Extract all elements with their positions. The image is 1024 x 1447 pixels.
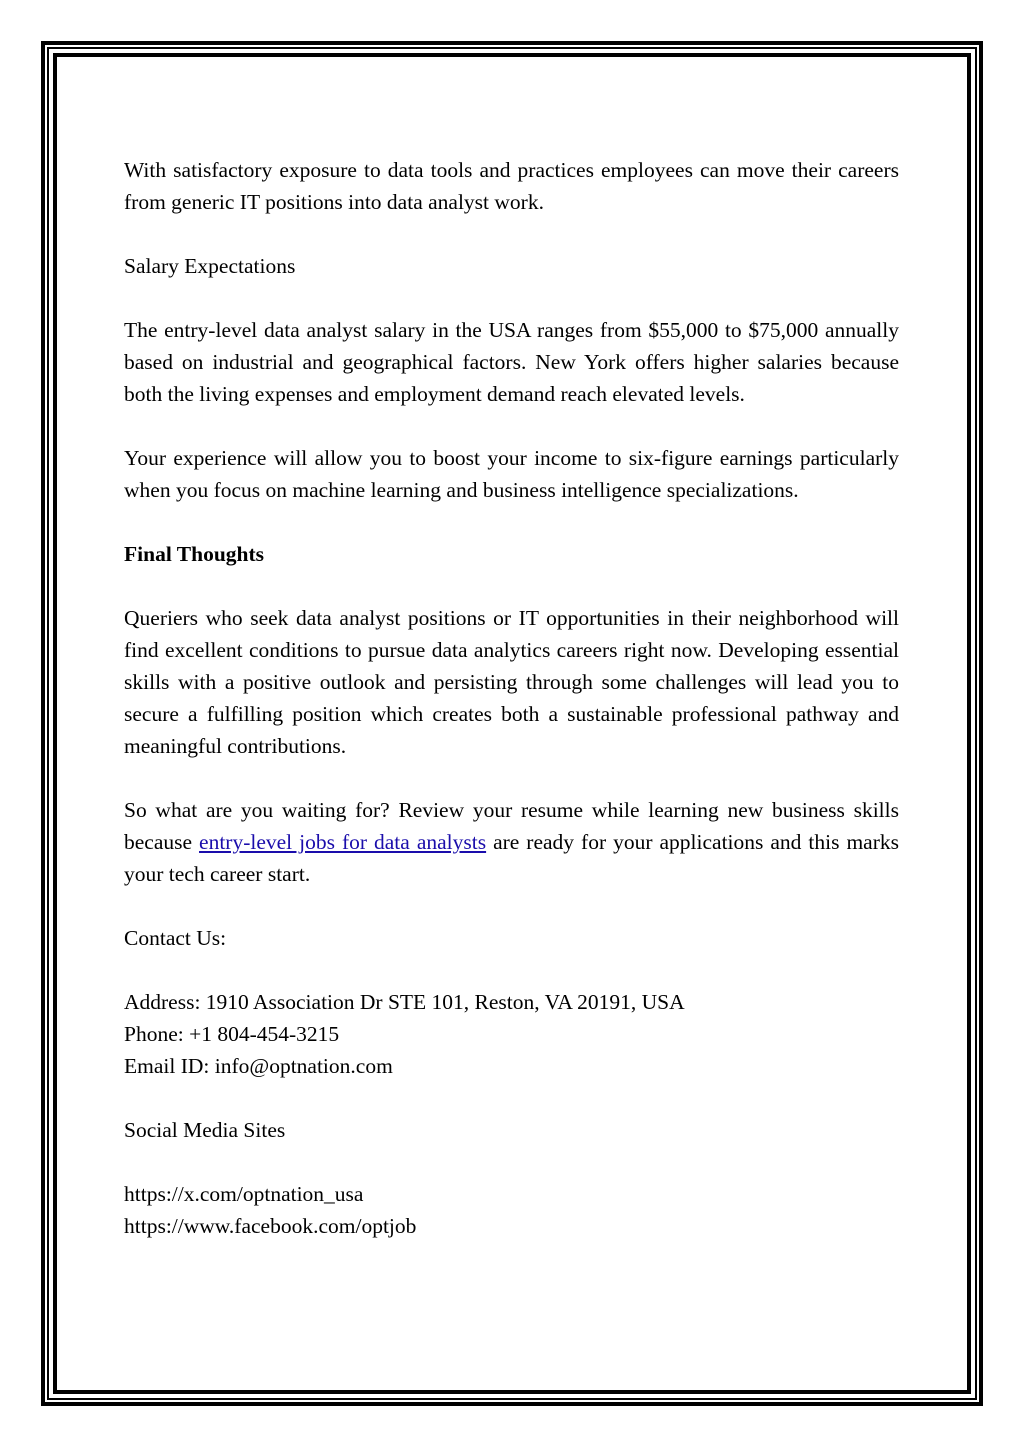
contact-email: Email ID: info@optnation.com [124, 1054, 393, 1078]
contact-address: Address: 1910 Association Dr STE 101, Reston, VA 20191, USA [124, 990, 685, 1014]
contact-phone: Phone: +1 804-454-3215 [124, 1022, 340, 1046]
final-paragraph-2-tail: are ready for your applications and this marks your tech career start. [124, 830, 899, 886]
final-paragraph-2-lead: So what are you waiting for? Review your resume while learning new business skills because [124, 798, 899, 854]
final-thoughts-heading: Final Thoughts [124, 542, 265, 566]
salary-paragraph-1: The entry-level data analyst salary in the USA ranges from $55,000 to $75,000 annually based on industrial and geographical factors. New York offers higher salaries because both the living expenses and employment demand reach elevated levels. [124, 318, 899, 406]
salary-heading: Salary Expectations [124, 254, 296, 278]
contact-heading: Contact Us: [124, 926, 227, 950]
salary-paragraph-2: Your experience will allow you to boost your income to six-figure earnings particularly when you focus on machine learning and business intelligence specializations. [124, 446, 899, 502]
intro-paragraph: With satisfactory exposure to data tools and practices employees can move their careers from generic IT positions into data analyst work. [124, 158, 899, 214]
document-body [124, 154, 899, 1274]
social-link-x: https://x.com/optnation_usa [124, 1182, 364, 1206]
final-paragraph-2 [124, 794, 899, 890]
contact-details [124, 986, 899, 1082]
social-link-facebook: https://www.facebook.com/optjob [124, 1214, 417, 1238]
social-media-links [124, 1178, 899, 1242]
social-media-heading: Social Media Sites [124, 1118, 286, 1142]
entry-level-jobs-link[interactable]: entry-level jobs for data analysts [199, 830, 487, 854]
final-paragraph-1: Queriers who seek data analyst positions or IT opportunities in their neighborhood will find excellent conditions to pursue data analytics careers right now. Developing essential skills with a positive outlook and persisting through some challenges will lead you to secure a fulfilling position which creates both a sustainable professional pathway and meaningful contributions. [124, 606, 899, 758]
